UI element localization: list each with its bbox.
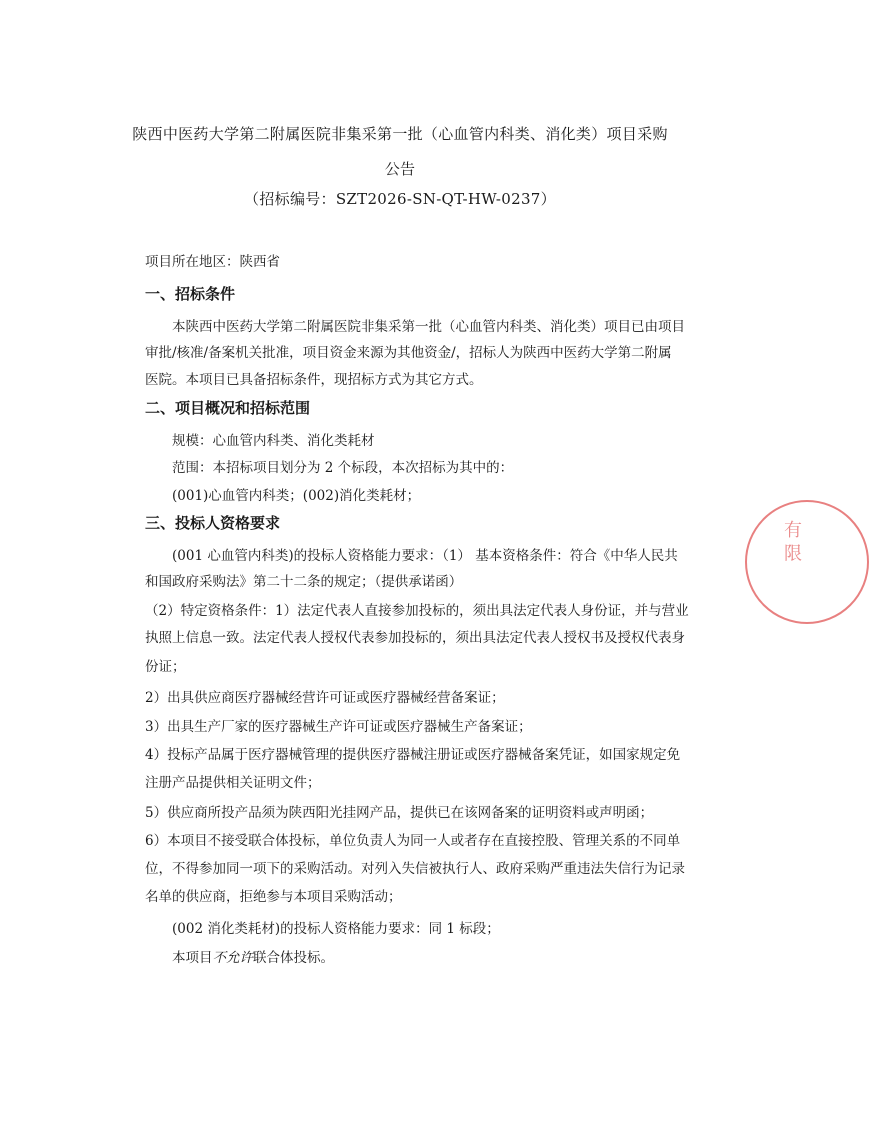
section-heading-2: 二、项目概况和招标范围	[145, 399, 311, 417]
paragraph-line: （2）特定资格条件：1）法定代表人直接参加投标的，须出具法定代表人身份证，并与营业	[145, 603, 689, 619]
closing-text-pre: 本项目	[172, 950, 213, 966]
bid-number: （招标编号：SZT2026-SN-QT-HW-0237）	[244, 190, 556, 208]
closing-line	[172, 946, 334, 966]
lots-line: (001)心血管内科类；(002)消化类耗材；	[172, 488, 421, 504]
scale-line: 规模：心血管内科类、消化类耗材	[172, 433, 375, 449]
project-region: 项目所在地区：陕西省	[145, 254, 280, 270]
section-heading-1: 一、招标条件	[145, 285, 236, 303]
document-title: 陕西中医药大学第二附属医院非集采第一批（心血管内科类、消化类）项目采购	[132, 125, 668, 143]
closing-text-emphasis: 不允许	[212, 950, 253, 966]
paragraph-line: 4）投标产品属于医疗器械管理的提供医疗器械注册证或医疗器械备案凭证，如国家规定免	[145, 747, 681, 763]
closing-text-post: 联合体投标。	[253, 950, 334, 966]
paragraph-line: 本陕西中医药大学第二附属医院非集采第一批（心血管内科类、消化类）项目已由项目	[172, 319, 685, 335]
paragraph-line: 3）出具生产厂家的医疗器械生产许可证或医疗器械生产备案证；	[145, 719, 532, 735]
document-title-cont: 公告	[384, 160, 416, 178]
paragraph-line: 5）供应商所投产品须为陕西阳光挂网产品，提供已在该网备案的证明资料或声明函；	[145, 805, 654, 821]
paragraph-line: 6）本项目不接受联合体投标，单位负责人为同一人或者存在直接控股、管理关系的不同单	[145, 833, 681, 849]
paragraph-line: 2）出具供应商医疗器械经营许可证或医疗器械经营备案证；	[145, 690, 505, 706]
paragraph-line: 执照上信息一致。法定代表人授权代表参加投标的，须出具法定代表人授权书及授权代表身	[145, 630, 685, 646]
section-heading-3: 三、投标人资格要求	[145, 514, 281, 532]
paragraph-line: 和国政府采购法》第二十二条的规定；（提供承诺函）	[145, 574, 463, 590]
paragraph-line: 名单的供应商，拒绝参与本项目采购活动；	[145, 889, 402, 905]
paragraph-line: 医院。本项目已具备招标条件，现招标方式为其它方式。	[145, 372, 483, 388]
official-seal	[745, 500, 869, 624]
scope-line: 范围：本招标项目划分为 2 个标段，本次招标为其中的：	[172, 460, 514, 476]
paragraph-line: (001 心血管内科类)的投标人资格能力要求：（1） 基本资格条件：符合《中华人民共	[172, 548, 678, 564]
paragraph-line: (002 消化类耗材)的投标人资格能力要求：同 1 标段；	[172, 921, 500, 937]
paragraph-line: 位，不得参加同一项下的采购活动。对列入失信被执行人、政府采购严重违法失信行为记录	[145, 861, 685, 877]
paragraph-line: 审批/核准/备案机关批准，项目资金来源为其他资金/，招标人为陕西中医药大学第二附属	[145, 345, 672, 361]
paragraph-line: 注册产品提供相关证明文件；	[145, 775, 321, 791]
official-seal-text: 有 限	[781, 520, 802, 562]
paragraph-line: 份证；	[145, 659, 186, 675]
